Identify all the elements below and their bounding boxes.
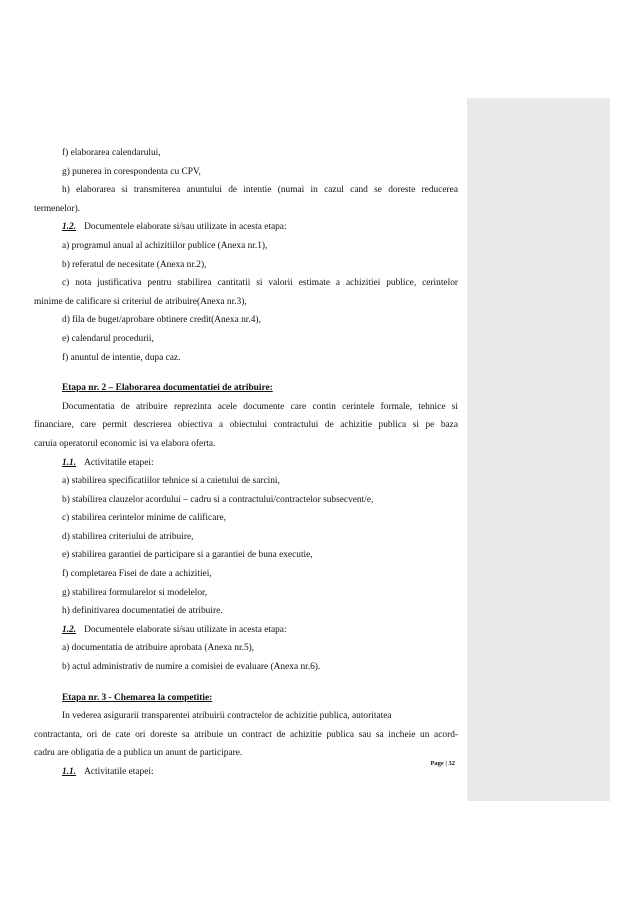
section-label: Documentele elaborate si/sau utilizate in acesta etapa: [84,222,287,233]
list-item: c) nota justificativa pentru stabilirea cantitatii si valorii estimate a achizitiei publice, cerintelor [62,278,458,289]
list-item: a) programul anual al achizitiilor publice (Anexa nr.1), [62,240,268,251]
list-item: e) stabilirea garantiei de participare si a garantiei de buna executie, [62,550,313,561]
list-item: b) actul administrativ de numire a comisiei de evaluare (Anexa nr.6). [62,662,321,673]
stage-heading: Etapa nr. 3 - Chemarea la competitie: [62,692,213,703]
paragraph-line: contractanta, ori de cate ori doreste sa atribuie un contract de achizitie publica sau sa incheie un acord- [34,729,458,740]
section-label: Activitatile etapei: [84,457,154,468]
section-number: 1.1. [62,767,77,777]
paragraph-line: cadru are obligatia de a publica un anunt de participare. [34,748,243,759]
list-item: g) punerea in corespondenta cu CPV, [62,166,201,177]
paragraph-line: Documentatia de atribuire reprezinta acele documente care contin cerintele formale, tehnice si [62,401,458,412]
text-line: minime de calificare si criteriul de atribuire(Anexa nr.3), [34,296,247,307]
list-item: a) documentatia de atribuire aprobata (Anexa nr.5), [62,643,255,654]
section-title [34,218,458,237]
paragraph-line: financiare, care permit descrierea obiectiva a obiectului contractului de achizitie publica si pe baza [34,420,458,431]
list-item: g) stabilirea formularelor si modelelor, [62,587,208,598]
comment-margin-panel [467,98,610,801]
text-line: termenelor). [34,203,81,214]
section-number: 1.2. [62,624,77,635]
section-label: Activitatile etapei: [84,767,154,777]
paragraph-line: In vederea asigurarii transparentei atribuirii contractelor de achizitie publica, autoritatea [62,711,392,722]
list-item: b) stabilirea clauzelor acordului – cadru si a contractului/contractelor subsecvent/e, [62,494,374,505]
list-item: e) calendarul procedurii, [62,333,154,344]
list-item: d) fila de buget/aprobare obtinere credit(Anexa nr.4), [62,315,261,326]
section-number: 1.2. [62,222,77,233]
list-item: f) elaborarea calendarului, [62,148,161,158]
page-number: Page | 32 [430,760,455,767]
list-item: h) elaborarea si transmiterea anuntului de intentie (numai in cazul cand se doreste reducerea [62,185,458,196]
stage-heading: Etapa nr. 2 – Elaborarea documentatiei de atribuire: [62,383,273,394]
list-item: f) completarea Fisei de date a achizitiei, [62,569,212,580]
list-item: c) stabilirea cerintelor minime de calificare, [62,513,226,524]
paragraph-line: caruia operatorul economic isi va elabora oferta. [34,438,216,449]
list-item: d) stabilirea criteriului de atribuire, [62,531,194,542]
section-title [34,621,458,640]
section-label: Documentele elaborate si/sau utilizate in acesta etapa: [84,624,287,635]
document-body [34,144,458,782]
list-item: b) referatul de necesitate (Anexa nr.2), [62,259,207,270]
section-title [34,454,458,473]
section-number: 1.1. [62,457,77,468]
list-item: h) definitivarea documentatiei de atribuire. [62,606,223,617]
list-item: a) stabilirea specificatiilor tehnice si a caietului de sarcini, [62,476,280,487]
list-item: f) anuntul de intentie, dupa caz. [62,352,181,363]
